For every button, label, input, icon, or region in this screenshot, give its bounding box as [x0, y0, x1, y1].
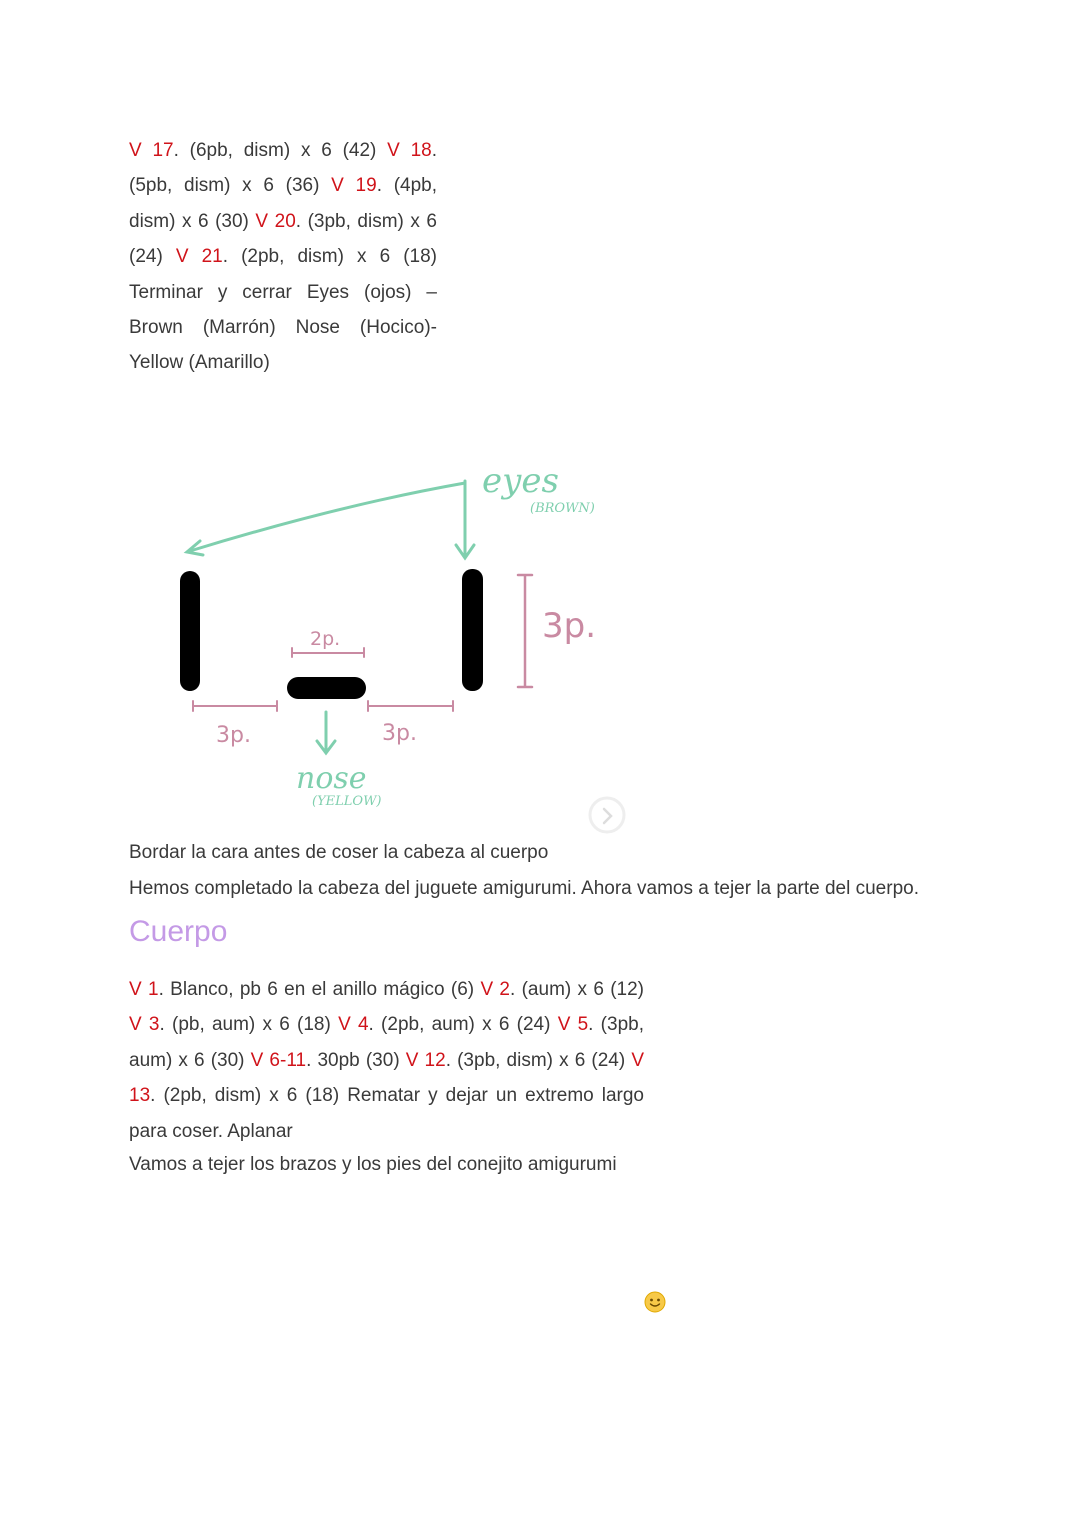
round-label: V 19	[331, 175, 377, 197]
section-heading: Cuerpo	[129, 915, 228, 948]
eyes-arrow-line	[190, 483, 465, 551]
nose-stitch	[287, 677, 366, 699]
round-instruction: . (3pb, dism) x 6 (24)	[445, 1049, 632, 1071]
round-instruction: . (6pb, dism) x 6 (42)	[173, 140, 388, 161]
round-instruction: . 30pb (30)	[306, 1049, 406, 1071]
round-instruction: . (aum) x 6 (12)	[510, 979, 644, 1000]
eye-height-measure	[518, 575, 532, 687]
face-embroidery-diagram	[160, 455, 630, 835]
round-instruction: . (3pb, dism) x 6 (24)	[129, 210, 437, 268]
round-label: V 1	[129, 979, 159, 1000]
transition-text: Hemos completado la cabeza del juguete amigurumi. Ahora vamos a tejer la parte del cuerpo.	[129, 878, 919, 899]
round-label: V 4	[338, 1014, 369, 1036]
left-gap-label: 3p.	[216, 723, 251, 748]
round-label: V 2	[480, 979, 511, 1000]
round-instruction: . (pb, aum) x 6 (18)	[159, 1014, 339, 1036]
left-gap-measure	[193, 701, 277, 711]
round-label: V 18	[387, 140, 432, 161]
head-rounds-paragraph	[129, 133, 437, 381]
round-label: V 5	[557, 1014, 589, 1036]
round-instruction: . (3pb, aum) x 6 (30)	[129, 1014, 644, 1071]
round-instruction: . (2pb, dism) x 6 (18) Terminar y cerrar Eyes (ojos) – Brown (Marrón) Nose (Hocico)- Yellow (Amarillo)	[129, 246, 437, 374]
round-label: V 6-11	[250, 1049, 307, 1071]
round-label: V 20	[255, 210, 296, 232]
next-arrow-icon[interactable]	[590, 798, 624, 832]
round-instruction: . (5pb, dism) x 6 (36)	[129, 140, 438, 197]
round-label: V 12	[405, 1049, 446, 1071]
smiley-face-icon	[644, 1291, 666, 1313]
right-gap-measure	[368, 701, 453, 711]
next-arrow-chevron	[604, 809, 611, 823]
round-instruction: . (2pb, aum) x 6 (24)	[368, 1014, 558, 1036]
eyes-color-label: (BROWN)	[530, 501, 595, 516]
image-caption: Bordar la cara antes de coser la cabeza al cuerpo	[129, 842, 549, 863]
round-instruction: . (4pb, dism) x 6 (30)	[129, 175, 438, 232]
round-instruction: . (2pb, dism) x 6 (18) Rematar y dejar un extremo largo para coser. Aplanar	[129, 1085, 644, 1142]
right-gap-label: 3p.	[382, 721, 417, 746]
round-label: V 13	[129, 1049, 645, 1107]
closing-text: Vamos a tejer los brazos y los pies del conejito amigurumi	[129, 1154, 617, 1175]
nose-color-label: (YELLOW)	[312, 794, 382, 809]
body-rounds-paragraph	[129, 972, 644, 1149]
round-label: V 21	[175, 246, 223, 268]
left-eye-stitch	[180, 571, 200, 691]
right-eye-stitch	[462, 569, 483, 691]
nose-width-label: 2p.	[310, 628, 341, 650]
round-instruction: . Blanco, pb 6 en el anillo mágico (6)	[158, 979, 481, 1000]
nose-label: nose	[296, 761, 367, 796]
round-label: V 3	[129, 1014, 160, 1036]
eye-height-label: 3p.	[542, 606, 597, 646]
eyes-label: eyes	[482, 461, 559, 501]
round-label: V 17	[129, 140, 174, 161]
